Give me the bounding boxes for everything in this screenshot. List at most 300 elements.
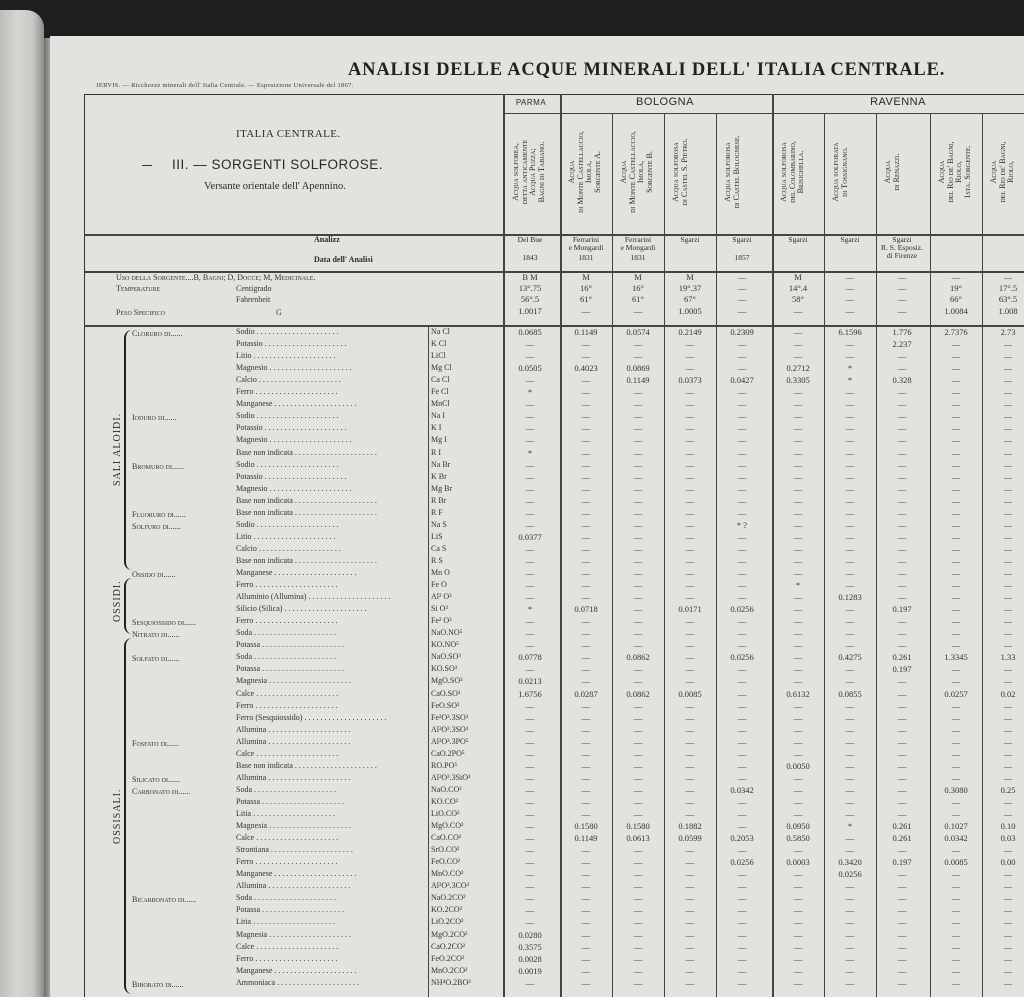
peso-label: Peso Specifico (116, 308, 165, 317)
table-cell: — (737, 917, 747, 928)
table-cell: — (793, 809, 803, 819)
row-formula: Mg I (431, 435, 447, 445)
table-row-label (132, 556, 426, 567)
table-row-label (132, 568, 426, 579)
date-cell: 1831 (630, 253, 646, 262)
table-cell: — (581, 772, 591, 783)
table-cell: — (1003, 809, 1013, 819)
table-cell: — (951, 507, 961, 518)
table-cell: — (685, 339, 695, 350)
row-formula: Fe Cl (431, 387, 449, 397)
row-substance: Potassio . . . . . . . . . . . . . . . . . . . . . (236, 423, 347, 433)
table-cell: — (793, 772, 803, 783)
table-row-label (132, 363, 426, 374)
table-cell: — (633, 869, 643, 880)
table-cell: — (1003, 387, 1013, 398)
row-formula: NaO.2CO² (431, 893, 466, 903)
table-cell: — (845, 833, 855, 844)
table-cell: — (685, 652, 695, 663)
row-formula: Na Br (431, 459, 451, 469)
table-row-label (132, 713, 426, 724)
table-cell: — (951, 351, 961, 362)
table-cell: — (793, 411, 803, 422)
table-cell: — (685, 941, 695, 952)
row-formula: R I (431, 447, 441, 457)
table-cell: 0.0574 (626, 327, 650, 337)
table-cell: — (581, 676, 591, 687)
table-cell: 0.197 (892, 604, 912, 615)
column-header-line: Riolo, (954, 161, 963, 183)
table-cell: — (685, 495, 695, 506)
table-cell: — (633, 917, 643, 928)
table-cell: 0.0342 (730, 784, 754, 795)
table-cell: — (685, 580, 695, 591)
table-cell: — (685, 664, 695, 675)
table-row-label (132, 448, 426, 459)
table-cell: — (845, 796, 855, 807)
table-cell: — (1003, 555, 1013, 566)
table-cell: — (845, 893, 855, 904)
uso-cell: — (1003, 272, 1013, 282)
table-cell: — (525, 580, 535, 591)
table-cell: — (1003, 676, 1013, 687)
table-cell: — (1003, 580, 1013, 591)
table-cell: — (525, 857, 535, 868)
table-cell: — (581, 339, 591, 350)
table-cell: — (737, 351, 747, 362)
table-cell: — (581, 857, 591, 868)
peso-cell: 1.0017 (518, 306, 542, 316)
row-formula: R F (431, 507, 443, 517)
row-category: Solfato di...... (132, 654, 180, 664)
table-cell: — (897, 893, 907, 904)
table-cell: — (845, 519, 855, 530)
table-cell: — (581, 543, 591, 554)
table-row-label (132, 484, 426, 495)
table-cell: — (685, 387, 695, 398)
table-cell: — (951, 387, 961, 398)
row-formula: Si O³ (431, 604, 448, 614)
table-cell: 0.0855 (838, 688, 862, 699)
table-cell: — (581, 555, 591, 566)
table-row-label (132, 785, 426, 796)
table-cell: — (793, 592, 803, 603)
row-substance: Soda . . . . . . . . . . . . . . . . . . . . . (236, 652, 336, 662)
table-cell: — (1003, 471, 1013, 482)
table-cell: — (581, 568, 591, 578)
centigrado-cell: 19°.37 (678, 283, 702, 293)
table-cell: — (951, 917, 961, 928)
table-cell: — (897, 387, 907, 398)
table-cell: — (633, 977, 643, 988)
table-cell: — (1003, 929, 1013, 940)
table-cell: — (793, 712, 803, 723)
table-cell: — (845, 543, 855, 554)
table-cell: — (737, 592, 747, 603)
row-substance: Ferro . . . . . . . . . . . . . . . . . . . . . (236, 580, 338, 590)
column-header (568, 116, 604, 228)
table-cell: — (1003, 411, 1013, 422)
table-cell: — (737, 399, 747, 410)
fahrenheit-cell: 67° (684, 294, 696, 304)
table-cell: — (581, 580, 591, 591)
table-cell: — (897, 905, 907, 916)
table-cell: — (633, 953, 643, 964)
table-cell: — (581, 917, 591, 928)
row-substance: Ferro . . . . . . . . . . . . . . . . . . . . . (236, 616, 338, 626)
column-header (620, 116, 656, 228)
table-cell: — (897, 760, 907, 771)
table-cell: — (793, 351, 803, 362)
row-formula: FeO.2CO² (431, 953, 465, 963)
table-cell: — (951, 845, 961, 856)
table-cell: — (845, 435, 855, 446)
table-cell: — (897, 977, 907, 988)
table-cell: — (525, 411, 535, 422)
table-cell: — (633, 543, 643, 554)
analyst-cell: Ferrarini e Mongardi (568, 235, 604, 252)
table-cell: — (845, 339, 855, 350)
table-cell: — (685, 977, 695, 988)
section-subtitle: Versante orientale dell' Apennino. (204, 181, 346, 192)
table-cell: — (897, 700, 907, 711)
row-substance: Allumina . . . . . . . . . . . . . . . . . . . . . (236, 736, 351, 746)
table-cell: — (685, 435, 695, 446)
table-cell: — (793, 543, 803, 554)
row-category: Nitrato di...... (132, 630, 180, 640)
row-formula: Fe O (431, 580, 447, 590)
table-cell: — (685, 736, 695, 747)
attribution-line: JERVIS. — Ricchezze minerali dell' Italia Centrale. — Esposizione Universale del 1867. (96, 82, 354, 89)
table-cell: — (737, 640, 747, 651)
row-formula: Mg Br (431, 483, 453, 493)
row-substance: Potassa . . . . . . . . . . . . . . . . . . . . . (236, 664, 344, 674)
table-cell: — (1003, 531, 1013, 542)
column-header-line: Acqua solforosa (671, 142, 680, 202)
table-row-label (132, 978, 426, 989)
row-substance: Calce . . . . . . . . . . . . . . . . . . . . . (236, 833, 339, 843)
table-row-label (132, 460, 426, 471)
table-cell: — (845, 351, 855, 362)
table-cell: — (581, 351, 591, 362)
table-cell: — (737, 568, 747, 578)
row-substance: Base non indicata . . . . . . . . . . . . . . . . . . . . . (236, 760, 377, 770)
table-row-label (132, 676, 426, 687)
table-cell: — (1003, 772, 1013, 783)
table-cell: — (581, 700, 591, 711)
table-cell: — (525, 760, 535, 771)
column-header-line: Imola, (636, 160, 645, 184)
table-cell: — (737, 736, 747, 747)
table-hline (84, 271, 1024, 273)
table-cell: — (633, 435, 643, 446)
table-cell: — (737, 821, 747, 832)
table-cell: — (951, 471, 961, 482)
table-row-label (132, 628, 426, 639)
table-cell: — (685, 616, 695, 627)
table-cell: * ? (736, 519, 748, 530)
date-cell: 1831 (578, 253, 594, 262)
row-substance: Strontiana . . . . . . . . . . . . . . . . . . . . . (236, 845, 353, 855)
table-cell: — (525, 833, 535, 844)
table-cell: 2.237 (892, 339, 912, 350)
table-vline (428, 326, 429, 997)
table-cell: — (685, 724, 695, 735)
centigrado-cell: 13°.75 (518, 283, 542, 293)
column-header-line: di Castel S. Pietro. (679, 138, 689, 206)
table-cell: — (685, 568, 695, 578)
table-cell: 0.3080 (944, 784, 968, 795)
table-row-label (132, 857, 426, 868)
column-header-line: Sorgente A. (592, 151, 602, 193)
table-cell: 0.2149 (678, 327, 702, 337)
table-cell: 0.0019 (518, 965, 542, 976)
column-header-line: Acqua (989, 160, 998, 184)
column-header-line: del Rio de' Bagni, (997, 141, 1007, 203)
table-cell: — (1003, 483, 1013, 494)
table-cell: — (685, 507, 695, 518)
table-cell: — (1003, 543, 1013, 554)
table-cell: — (685, 543, 695, 554)
table-cell: — (525, 784, 535, 795)
peso-cell: — (897, 306, 907, 316)
table-cell: — (1003, 796, 1013, 807)
document-page (50, 36, 1024, 997)
table-cell: — (793, 471, 803, 482)
column-header-line: Bagni di Tabiano. (536, 141, 546, 203)
table-row-label (132, 472, 426, 483)
table-cell: — (897, 447, 907, 458)
table-cell: 0.1149 (574, 833, 598, 844)
table-cell: — (581, 483, 591, 494)
table-cell: 0.0256 (730, 857, 754, 868)
fahrenheit-cell: — (845, 294, 855, 304)
table-cell: 2.7376 (944, 327, 968, 337)
analyst-cell: Del Bue (517, 235, 543, 244)
table-cell: — (633, 531, 643, 542)
table-cell: — (581, 941, 591, 952)
row-category: Silicato di...... (132, 774, 181, 784)
table-row-label (132, 845, 426, 856)
table-cell: — (793, 881, 803, 892)
table-cell: — (685, 869, 695, 880)
table-row-label (132, 954, 426, 965)
table-cell: — (633, 760, 643, 771)
table-cell: 0.0869 (626, 363, 650, 374)
table-cell: — (897, 483, 907, 494)
table-cell: — (581, 423, 591, 434)
table-cell: — (897, 363, 907, 374)
row-substance: Potassa . . . . . . . . . . . . . . . . . . . . . (236, 640, 344, 650)
column-header-line: di Castel Bolognese. (731, 135, 741, 209)
centigrado-cell: 16° (580, 283, 592, 293)
table-cell: — (685, 531, 695, 542)
table-cell: — (581, 652, 591, 663)
peso-cell: — (581, 306, 591, 316)
uso-cell: B M (522, 272, 538, 282)
table-cell: 0.0377 (518, 531, 542, 542)
table-cell: — (951, 531, 961, 542)
table-cell: — (685, 592, 695, 603)
table-row-label (132, 496, 426, 507)
table-cell: — (1003, 592, 1013, 603)
row-formula: LiS (431, 531, 443, 541)
table-cell: — (1003, 736, 1013, 747)
table-cell: — (737, 712, 747, 723)
table-cell: — (685, 845, 695, 856)
table-cell: — (951, 700, 961, 711)
analisi-label: Analizz (314, 235, 340, 244)
table-cell: 0.0050 (786, 760, 810, 771)
table-cell: — (685, 784, 695, 795)
table-cell: — (737, 616, 747, 627)
column-header (832, 116, 868, 228)
table-cell: 0.0718 (574, 604, 598, 615)
table-cell: 0.0862 (626, 652, 650, 663)
row-category: Cloruro di...... (132, 329, 183, 338)
table-cell: — (685, 423, 695, 434)
table-cell: — (1003, 375, 1013, 386)
centigrado-label: Centigrado (236, 284, 272, 293)
row-formula: FeO.CO² (431, 857, 461, 867)
row-formula: KO.2CO² (431, 905, 463, 915)
table-cell: — (685, 483, 695, 494)
region-title: ITALIA CENTRALE. (236, 128, 341, 140)
table-cell: — (525, 748, 535, 759)
table-cell: — (633, 423, 643, 434)
table-cell: — (633, 772, 643, 783)
uso-cell: — (951, 272, 961, 282)
table-cell: — (793, 447, 803, 458)
column-header-line: di Monte Castellaccio, (575, 131, 585, 213)
table-cell: — (793, 531, 803, 542)
row-substance: Litia . . . . . . . . . . . . . . . . . . . . . (236, 809, 336, 818)
row-substance: Potassio . . . . . . . . . . . . . . . . . . . . . (236, 339, 347, 349)
table-cell: — (845, 507, 855, 518)
table-cell: — (633, 941, 643, 952)
row-formula: Al² O³ (431, 592, 452, 602)
table-cell: — (951, 760, 961, 771)
table-cell: — (525, 543, 535, 554)
table-cell: — (793, 640, 803, 651)
table-cell: — (685, 459, 695, 470)
table-cell: — (581, 881, 591, 892)
peso-cell: 1.008 (998, 306, 1018, 316)
table-cell: — (581, 784, 591, 795)
table-cell: — (1003, 917, 1013, 928)
page-title: ANALISI DELLE ACQUE MINERALI DELL' ITALIA CENTRALE. (348, 60, 946, 80)
table-cell: — (951, 736, 961, 747)
row-category: Fluoruro di...... (132, 509, 186, 519)
table-cell: 0.0613 (626, 833, 650, 844)
row-formula: KO.CO² (431, 796, 459, 806)
table-cell: — (633, 893, 643, 904)
table-cell: — (737, 977, 747, 988)
table-row-label (132, 411, 426, 422)
table-cell: 0.1149 (574, 327, 598, 337)
row-formula: NaO.NO⁵ (431, 628, 463, 638)
table-cell: 0.1149 (626, 375, 650, 386)
row-formula: Al²O³.3CO² (431, 881, 470, 891)
table-cell: — (685, 628, 695, 639)
table-cell: — (633, 857, 643, 868)
table-cell: — (525, 483, 535, 494)
table-cell: — (951, 772, 961, 783)
table-cell: 0.4275 (838, 652, 862, 663)
table-row-label (132, 327, 426, 338)
row-substance: Allumina . . . . . . . . . . . . . . . . . . . . . (236, 772, 351, 782)
table-cell: — (793, 845, 803, 856)
table-cell: — (897, 640, 907, 651)
brace-ossisali (124, 638, 132, 994)
table-cell: — (951, 965, 961, 976)
table-cell: — (1003, 628, 1013, 639)
column-header (672, 116, 708, 228)
table-cell: — (525, 724, 535, 735)
column-header-line: detta anticamente (519, 139, 529, 205)
row-substance: Manganese . . . . . . . . . . . . . . . . . . . . . (236, 869, 357, 879)
peso-g-label: G (276, 308, 282, 317)
table-cell: — (737, 772, 747, 783)
table-row-label (132, 942, 426, 953)
row-substance: Ferro . . . . . . . . . . . . . . . . . . . . . (236, 387, 338, 397)
row-category: Fosfato di...... (132, 738, 179, 748)
section-title: III. — SORGENTI SOLFOROSE. (172, 157, 384, 172)
table-cell: — (951, 604, 961, 615)
table-row-label (132, 375, 426, 386)
analyst-cell: Sgarzi (680, 235, 700, 244)
table-cell: — (737, 495, 747, 506)
table-cell: 0.02 (1000, 688, 1016, 699)
table-cell: — (793, 555, 803, 566)
table-cell: — (525, 495, 535, 506)
table-cell: — (793, 736, 803, 747)
table-cell: — (525, 507, 535, 518)
table-cell: — (581, 796, 591, 807)
row-substance: Base non indicata . . . . . . . . . . . . . . . . . . . . . (236, 447, 377, 457)
table-cell: — (951, 905, 961, 916)
table-row-label (132, 773, 426, 784)
column-header-line: Acqua (567, 160, 576, 184)
table-cell: * (527, 387, 533, 398)
table-cell: — (633, 351, 643, 362)
row-substance: Calce . . . . . . . . . . . . . . . . . . . . . (236, 748, 339, 758)
table-cell: — (525, 845, 535, 856)
table-cell: — (633, 592, 643, 603)
row-formula: R S (431, 555, 443, 565)
row-formula: Na S (431, 519, 447, 529)
table-cell: — (793, 604, 803, 615)
fahrenheit-cell: 58° (792, 294, 804, 304)
table-cell: 1.3345 (944, 652, 968, 663)
table-cell: — (685, 760, 695, 771)
table-cell: — (525, 917, 535, 928)
table-cell: * (527, 447, 533, 458)
table-cell: 0.1027 (944, 821, 968, 832)
row-substance: Soda . . . . . . . . . . . . . . . . . . . . . (236, 893, 336, 903)
table-cell: — (581, 664, 591, 675)
table-cell: — (897, 748, 907, 759)
table-cell: — (737, 760, 747, 771)
table-cell: — (685, 471, 695, 482)
table-cell: 0.0028 (518, 953, 542, 964)
table-cell: — (793, 664, 803, 675)
row-substance: Sodio . . . . . . . . . . . . . . . . . . . . . (236, 327, 339, 336)
table-cell: — (525, 977, 535, 988)
table-cell: 0.3420 (838, 857, 862, 868)
row-substance: Magnesia . . . . . . . . . . . . . . . . . . . . . (236, 929, 352, 939)
table-cell: — (685, 555, 695, 566)
